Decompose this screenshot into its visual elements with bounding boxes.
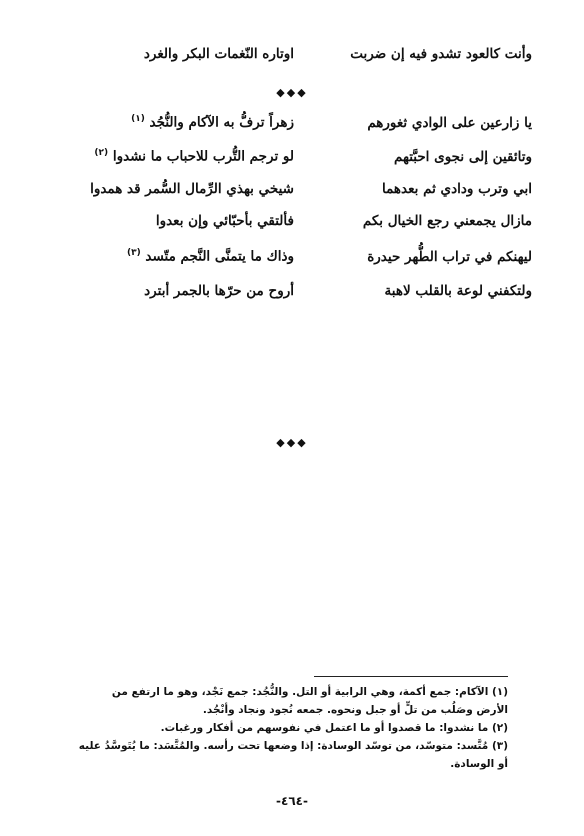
footnotes xyxy=(78,683,508,773)
verse-left xyxy=(62,213,294,229)
page-number: -٤٦٤- xyxy=(276,794,308,808)
verse-line xyxy=(62,283,532,307)
verse-left xyxy=(62,114,294,131)
section-ornament: ◆◆◆ xyxy=(276,86,308,99)
verse-line xyxy=(62,213,532,237)
footnote-divider xyxy=(314,676,508,677)
verse-left xyxy=(62,181,294,197)
verse-left-text: زهراً ترفُّ به الآكام والنُّجُد xyxy=(149,114,294,131)
verse-line xyxy=(62,248,532,272)
verse-left xyxy=(62,248,294,265)
footnote-2: (٢) ما نشدوا: ما قصدوا أو ما اعتمل في نفوسهم من أفكار ورغبات. xyxy=(160,722,508,734)
footnote-ref: (٢) xyxy=(94,148,109,158)
verse-right: ولتكفني لوعة بالقلب لاهبة xyxy=(384,283,532,299)
footnote-ref: (١) xyxy=(131,114,145,124)
verse-left-text: فألتقي بأحبّائي وإن بعدوا xyxy=(155,213,294,229)
verse-right: ابي وترب ودادي ثم بعدهما xyxy=(382,181,532,197)
footnote-3: (٣) مُتَّسد: متوسّد، من توسّد الوسادة: إذا وضعها تحت رأسه. والمُتَّسَد: ما يُتَوسَّدُ عليه أو الوسادة. xyxy=(78,740,508,770)
verse-left-text: شيخي بهذي الرِّمال السُّمر قد همدوا xyxy=(90,181,294,197)
verse-left xyxy=(62,148,294,165)
verse-left-text: لو ترجم التُّرب للاحباب ما نشدوا xyxy=(112,148,294,165)
verse-right: يا زارعين على الوادي ثغورهم xyxy=(367,114,532,131)
verse-right: وتائقين إلى نجوى احبَّتهم xyxy=(393,148,532,165)
end-ornament: ◆◆◆ xyxy=(276,436,308,449)
verse-right: مازال يجمعني رجع الخيال بكم xyxy=(362,213,532,229)
verse-left-text: وذاك ما يتمنَّى النَّجم متّسد xyxy=(145,248,294,265)
opening-verse xyxy=(62,46,532,70)
footnote-ref: (٣) xyxy=(126,248,141,258)
verse-line xyxy=(62,148,532,172)
footnote-1: (١) الآكام: جمع أكمة، وهي الرابية أو التل. والنُّجُد: جمع نَجْد، وهو ما ارتفع من الأرض وصَلُب من تلٍّ أو جبل ونحوه. جمعه نُجود ونجاد وأنْجُد. xyxy=(111,686,508,716)
opening-verse-right: وأنت كالعود تشدو فيه إن ضربت xyxy=(350,46,532,62)
opening-verse-left: اوتاره النّغمات البكر والغرد xyxy=(143,46,294,62)
verse-line xyxy=(62,114,532,138)
verse-left-text: أروح من حرّها بالجمر أبترد xyxy=(144,283,294,299)
verse-left xyxy=(62,283,294,299)
verse-line xyxy=(62,181,532,205)
verse-right: ليهنكم في تراب الطُّهر حيدرة xyxy=(367,248,532,265)
